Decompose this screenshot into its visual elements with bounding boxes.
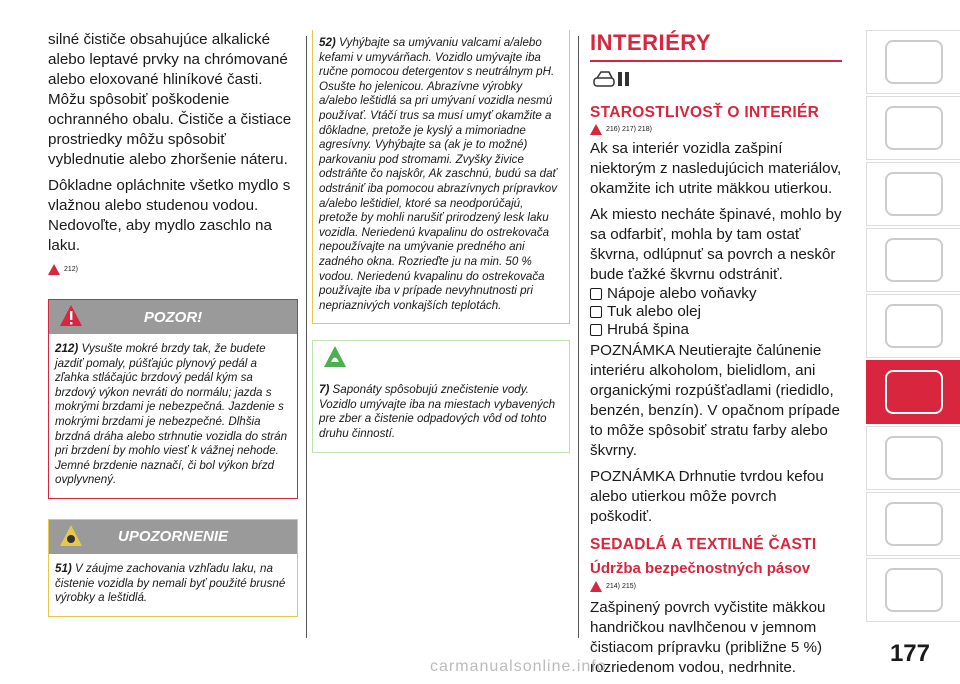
subheading-interior-care: STAROSTLIVOSŤ O INTERIÉR — [590, 104, 820, 121]
tab-index[interactable] — [866, 558, 960, 622]
warning-triangle-icon — [590, 581, 602, 592]
heading-rule — [590, 60, 842, 62]
interior-car-icon — [592, 68, 842, 95]
seatbelt-icon — [885, 172, 943, 216]
upozornenie-body-52 — [313, 30, 569, 323]
pozor-title: POZOR! — [143, 308, 203, 326]
pozor-header — [49, 300, 297, 334]
refs-interior — [590, 124, 842, 135]
tab-driving[interactable] — [866, 228, 960, 292]
watermark: carmanualsonline.info — [430, 658, 607, 675]
environment-leaf-icon — [323, 345, 347, 373]
tab-dashboard[interactable] — [866, 30, 960, 94]
column-middle — [312, 30, 570, 467]
refs-interior-label: 216) 217) 218) — [606, 126, 652, 133]
page-number: 177 — [889, 640, 930, 667]
tab-technical[interactable] — [866, 426, 960, 490]
upozornenie-number-7: 7) — [319, 383, 330, 397]
tab-maintenance[interactable] — [866, 360, 960, 424]
steering-wheel-icon — [885, 238, 943, 282]
upozornenie-text-7: Saponáty spôsobujú znečistenie vody. Vozidlo umývajte iba na miestach vybavených pre zber a čistenie odpadových vôd od tohto druhu činností. — [319, 383, 556, 441]
upozornenie-header-7 — [313, 341, 569, 375]
environment-icon — [59, 524, 83, 552]
alphabet-index-icon — [885, 568, 943, 612]
refs-seatbelts — [590, 581, 842, 592]
chapter-tabs — [854, 30, 960, 624]
column-left — [48, 30, 298, 631]
upozornenie-number-51: 51) — [55, 561, 72, 575]
upozornenie-text-51: V záujme zachovania vzhľadu laku, na čistenie vozidla by nemali byť použité brusné výrobky a leštidlá. — [55, 561, 286, 605]
refs-seatbelts-label: 214) 215) — [606, 583, 636, 590]
upozornenie-box-51 — [48, 519, 298, 617]
pozor-number: 212) — [55, 342, 79, 355]
warning-light-icon — [885, 304, 943, 348]
paragraph-note-1: POZNÁMKA Neutierajte čalúnenie interiéru alkoholom, bielidlom, ani organickými rozpúšťadlami (riedidlo, benzén, benzín). V opačnom prípade to môže spôsobiť stratu farby alebo škvrny. — [590, 342, 840, 459]
car-wrench-icon — [885, 370, 943, 414]
paragraph-interior-2: Ak miesto necháte špinavé, mohlo by sa odfarbiť, mohla by tam ostať škvrna, odlúpnuť sa povrch a neskôr bude ťažké škvrnu odstrániť. — [590, 206, 842, 283]
checkbox-square-icon — [590, 306, 602, 318]
subheading-seatbelts: Údržba bezpečnostných pásov — [590, 560, 811, 577]
music-note-icon — [885, 502, 943, 546]
checkbox-square-icon — [590, 288, 602, 300]
upozornenie-box-52 — [312, 30, 570, 324]
paragraph-note-2: POZNÁMKA Drhnutie tvrdou kefou alebo utierkou môže povrch poškodiť. — [590, 468, 824, 525]
list-item-label: Nápoje alebo voňavky — [607, 285, 757, 302]
tab-emergency[interactable] — [866, 294, 960, 358]
tab-multimedia[interactable] — [866, 492, 960, 556]
list-item — [590, 303, 842, 321]
paragraph-seatbelts: Zašpinený povrch vyčistite mäkkou handričkou navlhčenou v jemnom čistiacom prípravku (približne 5 %) rozriedenom vodou, nedrhnite. — [590, 599, 826, 676]
subheading-seats: SEDADLÁ A TEXTILNÉ ČASTI — [590, 536, 817, 553]
pozor-text: Vysušte mokré brzdy tak, že budete jazdiť pomaly, púšťajúc plynový pedál a zľahka stláčajúc brzdový pedál kým sa brzdový výkon nevráti do normálu; jazda s mokrými brzdami je nebezpečná. Jazdenie s mokrými brzdami je nebezpečné. Dlhšia brzdná dráha alebo strhnutie vozidla do strán pri brzdení by mohlo viesť k vážnej nehode. Jemné brzdenie naznačí, či bol výkon bŕzd ovplyvnený. — [55, 342, 288, 487]
list-item-label: Hrubá špina — [607, 321, 689, 338]
upozornenie-title-51: UPOZORNENIE — [117, 528, 228, 546]
seat-icon — [885, 106, 943, 150]
upozornenie-number-52: 52) — [319, 36, 336, 49]
upozornenie-box-7 — [312, 340, 570, 452]
section-heading: INTERIÉRY — [590, 30, 712, 55]
upozornenie-text-52: Vyhýbajte sa umývaniu valcami a/alebo kefami v umyvárňach. Vozidlo umývajte iba ručne pomocou detergentov s neutrálnym pH. Osušte ho jelenicou. Abrazívne výrobky a/alebo leštidlá sa pri umývaní vozidla nesmú používať. Vtáčí trus sa musí umyť okamžite a dôkladne, pretože je kyslý a mimoriadne agresívny. Vyhýbajte sa (ak je to možné) parkovaniu pod stromami. Zvyšky živice odstráňte čo najskôr, Ak zaschnú, budú sa dať odstrániť iba pomocou abrazívnych prípravkov a/alebo leštidiel, ktoré sa neodporúčajú, pretože by mohli narušiť prirodzený lesk laku vozidla. Neriedenú kvapalinu do ostrekovača nepoužívajte na umývanie predného ani zadného okna. Rozrieďte ju na min. 50 % vodou. Neriedenú kvapalinu do ostrekovača používajte iba v prípade nevyhnutnosti pri nepriaznivých vonkajších teplotách. — [319, 36, 558, 312]
car-info-icon — [885, 40, 943, 84]
tab-seats[interactable] — [866, 96, 960, 160]
upozornenie-body-7 — [313, 375, 569, 451]
note-ref-label: 212) — [64, 266, 79, 273]
warning-triangle-icon — [48, 264, 60, 275]
note-ref — [48, 264, 298, 275]
warning-triangle-icon — [590, 124, 602, 135]
upozornenie-body-51 — [49, 554, 297, 616]
pozor-box — [48, 299, 298, 499]
column-right — [590, 30, 842, 684]
upozornenie-header-51 — [49, 520, 297, 554]
paragraph-interior-1: Ak sa interiér vozidla zašpiní niektorým z nasledujúcich materiálov, okamžite ich utrite mäkkou utierkou. — [590, 140, 842, 197]
checkbox-square-icon — [590, 324, 602, 336]
list-item-label: Tuk alebo olej — [607, 303, 701, 320]
warning-icon — [59, 304, 83, 332]
tab-safety[interactable] — [866, 162, 960, 226]
pozor-body — [49, 334, 297, 498]
list-item — [590, 321, 842, 339]
list-item — [590, 285, 842, 303]
paragraph-cleaners: silné čističe obsahujúce alkalické alebo leptavé prvky na chrómované alebo eloxované hliníkové časti. Môžu spôsobiť poškodenie ochranného obalu. Čističe a čistiace prostriedky môžu spôsobiť vyblednutie alebo zhoršenie náteru. — [48, 31, 292, 168]
paragraph-rinse: Dôkladne opláchnite všetko mydlo s vlažnou alebo studenou vodou. Nedovoľte, aby mydlo zaschlo na laku. — [48, 177, 291, 254]
upozornenie-title-7: UPOZORNENIE — [385, 349, 496, 367]
gear-icon — [885, 436, 943, 480]
